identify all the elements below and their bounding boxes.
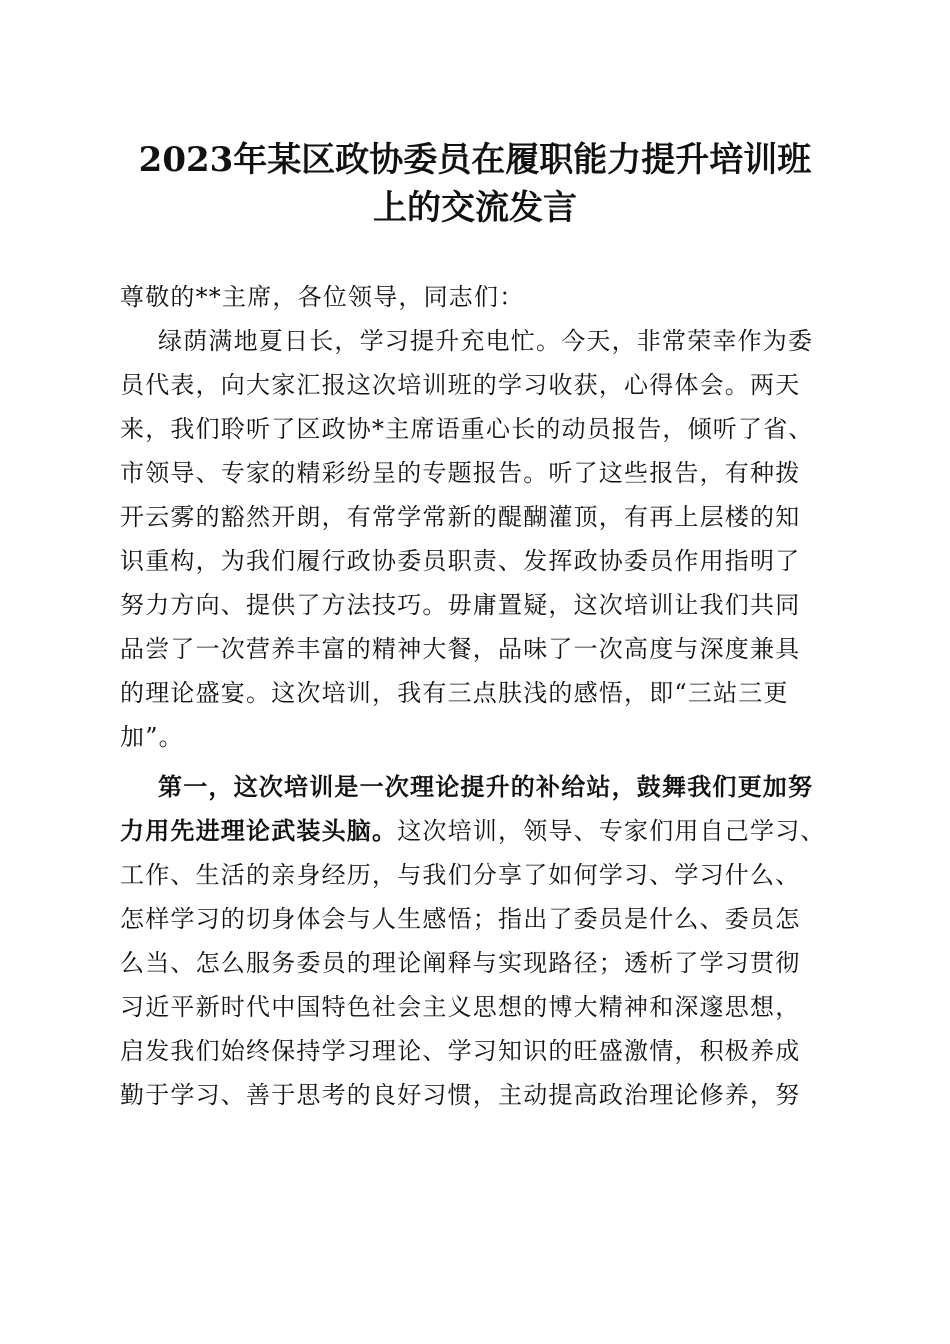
paragraph-2-text-start: 这次培训，领导、专家们用自己学习、: [397, 817, 826, 845]
paragraph-1-line: 绿荫满地夏日长，学习提升充电忙。今天，非常荣幸作为委: [158, 327, 814, 355]
document-title-line-1: 2023年某区政协委员在履职能力提升培训班: [138, 140, 812, 180]
paragraph-1-line: 员代表，向大家汇报这次培训班的学习收获，心得体会。两天: [120, 371, 801, 399]
paragraph-2-heading-tail: 力用先进理论武装头脑。: [120, 816, 398, 845]
salutation: 尊敬的**主席，各位领导，同志们：: [120, 283, 525, 311]
paragraph-1-line: 的理论盛宴。这次培训，我有三点肤浅的感悟，即“三站三更: [120, 679, 789, 707]
paragraph-1-line: 努力方向、提供了方法技巧。毋庸置疑，这次培训让我们共同: [120, 591, 801, 619]
paragraph-1-line: 来，我们聆听了区政协*主席语重心长的动员报告，倾听了省、: [120, 415, 814, 443]
paragraph-2-line: 怎样学习的切身体会与人生感悟；指出了委员是什么、委员怎: [120, 905, 801, 933]
paragraph-2-heading-line: 第一，这次培训是一次理论提升的补给站，鼓舞我们更加努: [158, 772, 814, 801]
paragraph-1-line: 品尝了一次营养丰富的精神大餐，品味了一次高度与深度兼具: [120, 635, 801, 663]
document-title-line-2: 上的交流发言: [373, 188, 577, 228]
paragraph-1-line: 识重构，为我们履行政协委员职责、发挥政协委员作用指明了: [120, 547, 801, 575]
paragraph-2-line: 勤于学习、善于思考的良好习惯，主动提高政治理论修养，努: [120, 1081, 801, 1109]
paragraph-2-line: 启发我们始终保持学习理论、学习知识的旺盛激情，积极养成: [120, 1037, 801, 1065]
paragraph-2-mixed-line: [120, 816, 830, 846]
paragraph-1-line: 市领导、专家的精彩纷呈的专题报告。听了这些报告，有种拨: [120, 459, 801, 487]
paragraph-2-line: 习近平新时代中国特色社会主义思想的博大精神和深邃思想，: [120, 993, 801, 1021]
paragraph-2-line: 工作、生活的亲身经历，与我们分享了如何学习、学习什么、: [120, 861, 801, 889]
paragraph-1-line: 开云雾的豁然开朗，有常学常新的醍醐灌顶，有再上层楼的知: [120, 503, 801, 531]
paragraph-2-line: 么当、怎么服务委员的理论阐释与实现路径；透析了学习贯彻: [120, 949, 801, 977]
paragraph-1-line: 加”。: [120, 723, 184, 751]
